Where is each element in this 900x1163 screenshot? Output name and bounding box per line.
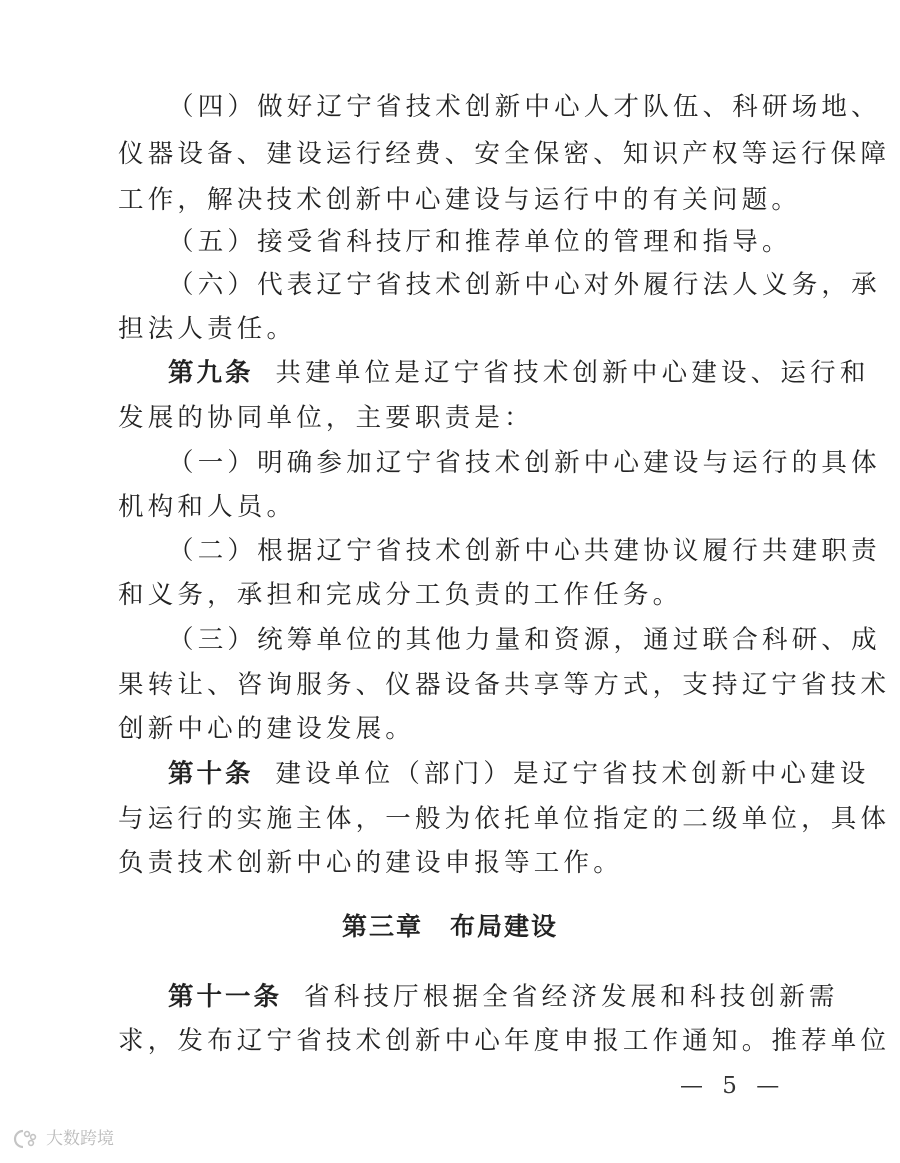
text-line (118, 448, 881, 478)
line-text: 仪器设备、建设运行经费、安全保密、知识产权等运行保障 (118, 139, 891, 169)
text-line (118, 92, 881, 122)
text-line (118, 270, 881, 300)
article-line (118, 358, 870, 388)
text-line (118, 714, 788, 744)
article-label: 第九条 (168, 358, 254, 388)
line-text: 共建单位是辽宁省技术创新中心建设、运行和 (275, 358, 870, 388)
article-label: 第十条 (168, 759, 254, 789)
line-text: 负责技术创新中心的建设申报等工作。 (118, 848, 623, 878)
text-line (118, 804, 891, 834)
line-text: 与运行的实施主体，一般为依托单位指定的二级单位，具体 (118, 804, 891, 834)
line-text: （五）接受省科技厅和推荐单位的管理和指导。 (168, 227, 792, 257)
watermark-text: 大数跨境 (46, 1129, 114, 1149)
chapter-heading: 第三章 布局建设 (341, 912, 558, 941)
text-line (118, 492, 788, 522)
line-text: （六）代表辽宁省技术创新中心对外履行法人义务，承 (168, 270, 881, 300)
line-text: 和义务，承担和完成分工负责的工作任务。 (118, 580, 683, 610)
line-text: 创新中心的建设发展。 (118, 714, 416, 744)
text-line (118, 848, 788, 878)
line-text: 求，发布辽宁省技术创新中心年度申报工作通知。推荐单位 (118, 1026, 891, 1056)
article-line (118, 982, 839, 1012)
line-text: 担法人责任。 (118, 314, 297, 344)
line-text: （一）明确参加辽宁省技术创新中心建设与运行的具体 (168, 448, 881, 478)
text-line (118, 185, 802, 215)
text-line (118, 227, 792, 257)
text-line (118, 625, 881, 655)
line-text: （四）做好辽宁省技术创新中心人才队伍、科研场地、 (168, 92, 881, 122)
text-line (118, 536, 881, 566)
text-line (118, 314, 788, 344)
page-number: — 5 — (680, 1073, 786, 1099)
logo-icon (12, 1128, 42, 1150)
line-text: （三）统筹单位的其他力量和资源，通过联合科研、成 (168, 625, 881, 655)
text-line (118, 1026, 891, 1056)
line-text: 果转让、咨询服务、仪器设备共享等方式，支持辽宁省技术 (118, 670, 891, 700)
line-text: 发展的协同单位，主要职责是： (118, 403, 534, 433)
article-label: 第十一条 (168, 982, 283, 1012)
watermark (12, 1128, 114, 1150)
text-line (118, 580, 788, 610)
text-line (118, 670, 891, 700)
line-text: （二）根据辽宁省技术创新中心共建协议履行共建职责 (168, 536, 881, 566)
line-text: 机构和人员。 (118, 492, 297, 522)
line-text: 工作，解决技术创新中心建设与运行中的有关问题。 (118, 185, 802, 215)
article-line (118, 759, 870, 789)
line-text: 省科技厅根据全省经济发展和科技创新需 (304, 982, 839, 1012)
text-line (118, 139, 891, 169)
text-line (118, 403, 788, 433)
line-text: 建设单位（部门）是辽宁省技术创新中心建设 (275, 759, 870, 789)
